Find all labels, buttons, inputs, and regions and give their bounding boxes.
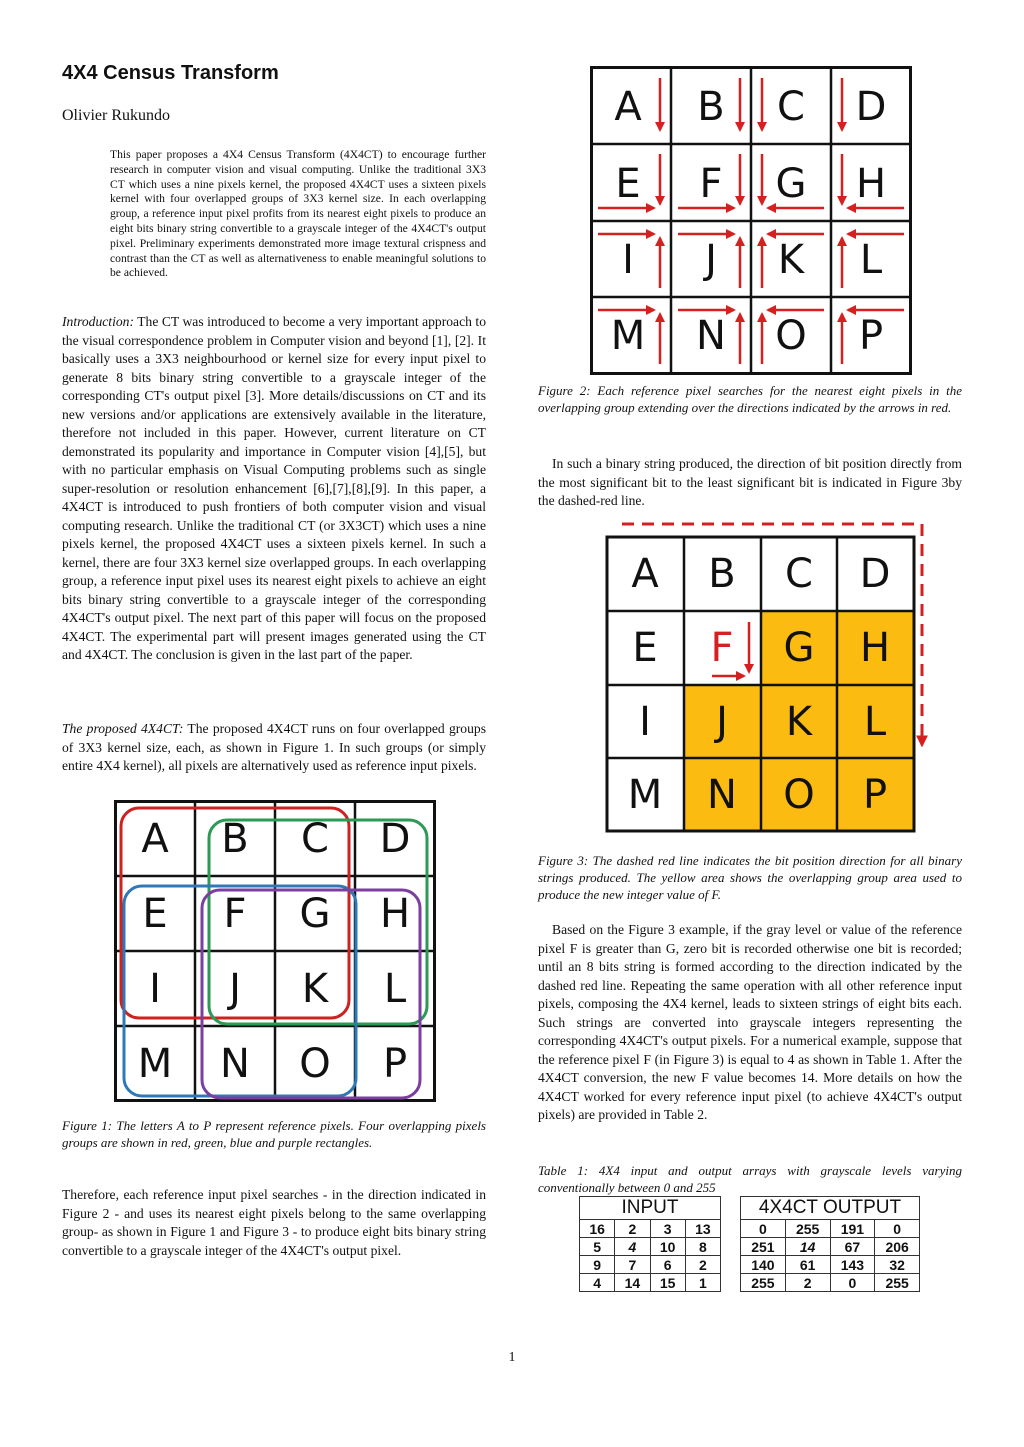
based-on-paragraph: Based on the Figure 3 example, if the gray level or value of the reference pixel F is greater than G, zero bit is recorded otherwise one bit is recorded; until an 8 bits string is formed according to the direction indicated by the dashed red line. Repeating the same operation with all other reference input pixels, composing the 4X4 kernel, leads to sixteen strings of eight bits each. Such strings are converted into grayscale integers representing the corresponding 4X4CT's output pixels. For a numerical example, suppose that the reference pixel F (in Figure 3) is equal to 4 as shown in Table 1. After the 4X4CT conversion, the new F value becomes 14. More details on how the 4X4CT worked for every reference input pixel (to achieve 4X4CT's output pixels) are provided in Table 2. xyxy=(538,922,962,1122)
fig1-letter: P xyxy=(382,1041,408,1087)
fig3-letter: K xyxy=(785,699,813,745)
proposed-label: The proposed 4X4CT: xyxy=(62,721,184,736)
fig2-letter: D xyxy=(855,84,887,130)
table-cell: 143 xyxy=(830,1256,875,1274)
fig3-letter: H xyxy=(859,625,891,671)
fig3-letter: J xyxy=(716,699,728,745)
fig1-letter: A xyxy=(141,816,169,862)
fig1-letter: L xyxy=(383,966,407,1012)
figure-1-caption: Figure 1: The letters A to P represent reference pixels. Four overlapping pixels groups are shown in red, green, blue and purple rectangles. xyxy=(62,1118,486,1150)
proposed-text: The proposed 4X4CT runs on four overlapped groups of 3X3 kernel size, each, as shown in Figure 1. In such groups (or simply entire 4X4 kernel), all pixels are alternatively used as reference input pixels. xyxy=(62,721,486,773)
table-cell: 0 xyxy=(830,1274,875,1292)
therefore-paragraph: Therefore, each reference input pixel searches - in the direction indicated in Figure 2 - and uses its nearest eight pixels belong to the same overlapping group- as shown in Figure 1 and Figure 3 - to produce eight bits binary string convertible to a grayscale integer of the 4X4CT's output pixel. xyxy=(62,1187,486,1258)
figure-3-caption: Figure 3: The dashed red line indicates the bit position direction for all binary strings produced. The yellow area shows the overlapping group area used to produce the new integer value of F. xyxy=(538,853,962,902)
fig1-letter: O xyxy=(299,1041,331,1087)
author-name: Olivier Rukundo xyxy=(62,107,170,124)
fig3-letter: B xyxy=(708,551,736,597)
fig3-letter: L xyxy=(863,699,887,745)
table-cell: 4 xyxy=(580,1274,615,1292)
figure-2 xyxy=(590,66,912,375)
fig3-letter-f-reference: F xyxy=(710,625,734,671)
table-cell: 7 xyxy=(615,1256,650,1274)
figure-2-caption: Figure 2: Each reference pixel searches for the nearest eight pixels in the overlapping group extending over the directions indicated by the arrows in red. xyxy=(538,383,962,415)
table-cell: 14 xyxy=(615,1274,650,1292)
table-cell: 61 xyxy=(785,1256,830,1274)
figure-1 xyxy=(114,800,436,1102)
table-output xyxy=(740,1196,920,1292)
table-row xyxy=(741,1274,920,1292)
fig1-letter: C xyxy=(301,816,329,862)
introduction-text: The CT was introduced to become a very important approach to the visual correspondence problem in Computer vision and beyond [1], [2]. It basically uses a 3X3 neighbourhood or kernel size for every input pixel to generate 8 bits binary string convertible to a grayscale integer of the corresponding CT's output pixel [3]. More details/discussions on CT and its new versions and/or applications are extensively available in the literature, therefore not included in this paper. However, current literature on CT demonstrated its popularity and importance in Computer vision [4],[5], but with no particular emphasis on Visual Computing problems such as single super-resolution or resolution enhancement [6],[7],[8],[9]. In this paper, a 4X4CT is introduced to push frontiers of both computer vision and visual computing research. Unlike the traditional CT (or 3X3CT) which uses a nine pixels kernel, the proposed 4X4CT uses a sixteen pixels kernel. In such a kernel, there are four 3X3 kernel size overlapped groups. In each overlapping group, a reference input pixel uses its nearest eight pixels to achieve an eight bits binary string convertible to a grayscale integer of the corresponding 4X4CT's output pixel. The next part of this paper will focus on the proposed 4X4CT. The experimental part will present images generated using the CT and 4X4CT. The conclusion is given in the last part of the paper. xyxy=(62,314,486,662)
fig1-letter: H xyxy=(379,891,411,937)
table-row xyxy=(580,1220,721,1238)
fig3-letter: C xyxy=(785,551,813,597)
table-cell: 255 xyxy=(741,1274,786,1292)
table-row xyxy=(580,1238,721,1256)
fig3-letter: N xyxy=(707,772,737,818)
fig1-letter: M xyxy=(137,1041,173,1087)
table-cell: 251 xyxy=(741,1238,786,1256)
table-cell: 13 xyxy=(685,1220,720,1238)
table-cell: 16 xyxy=(580,1220,615,1238)
fig3-letter: D xyxy=(859,551,891,597)
table-cell: 1 xyxy=(685,1274,720,1292)
fig1-letter: E xyxy=(142,891,168,937)
fig3-letter: G xyxy=(783,625,815,671)
table-cell: 14 xyxy=(785,1238,830,1256)
proposed-paragraph xyxy=(62,720,486,776)
table-row xyxy=(741,1220,920,1238)
table-input xyxy=(579,1196,721,1292)
fig2-letter: C xyxy=(777,84,805,130)
table-cell: 0 xyxy=(875,1220,920,1238)
fig2-letter: E xyxy=(615,161,641,207)
table-cell: 2 xyxy=(685,1256,720,1274)
table-cell: 32 xyxy=(875,1256,920,1274)
fig1-letter: J xyxy=(229,966,241,1012)
fig2-letter: M xyxy=(610,313,646,359)
table-cell: 4 xyxy=(615,1238,650,1256)
table-cell: 8 xyxy=(685,1238,720,1256)
table-cell: 15 xyxy=(650,1274,685,1292)
table-cell: 3 xyxy=(650,1220,685,1238)
fig3-letter: E xyxy=(632,625,658,671)
fig2-letter: O xyxy=(775,313,807,359)
fig2-letter: A xyxy=(614,84,642,130)
fig3-letter: M xyxy=(627,772,663,818)
fig1-letter: D xyxy=(379,816,411,862)
table-row xyxy=(741,1256,920,1274)
fig3-letter: A xyxy=(631,551,659,597)
binary-string-paragraph: In such a binary string produced, the direction of bit position directly from the most significant bit to the least significant bit is indicated in Figure 3by the dashed-red line. xyxy=(538,456,962,508)
fig2-letter: K xyxy=(777,237,805,283)
fig2-letter: P xyxy=(858,313,884,359)
table-cell: 140 xyxy=(741,1256,786,1274)
fig3-letter: P xyxy=(862,772,888,818)
table-cell: 67 xyxy=(830,1238,875,1256)
fig1-letter: G xyxy=(299,891,331,937)
fig2-letter: B xyxy=(697,84,725,130)
fig1-letter: I xyxy=(149,966,161,1012)
table-row xyxy=(580,1274,721,1292)
fig2-letter: I xyxy=(622,237,634,283)
fig2-letter: N xyxy=(696,313,726,359)
table-cell: 255 xyxy=(875,1274,920,1292)
fig1-letter: B xyxy=(221,816,249,862)
table-row xyxy=(580,1256,721,1274)
input-header: INPUT xyxy=(580,1197,721,1220)
table-cell: 6 xyxy=(650,1256,685,1274)
fig1-letter: F xyxy=(223,891,247,937)
table-cell: 0 xyxy=(741,1220,786,1238)
table-cell: 2 xyxy=(615,1220,650,1238)
table-cell: 206 xyxy=(875,1238,920,1256)
table-cell: 255 xyxy=(785,1220,830,1238)
table-cell: 2 xyxy=(785,1274,830,1292)
fig2-letter: H xyxy=(855,161,887,207)
fig2-letter: J xyxy=(705,237,717,283)
fig3-letter: I xyxy=(639,699,651,745)
table-cell: 191 xyxy=(830,1220,875,1238)
paper-title: 4X4 Census Transform xyxy=(62,62,279,84)
introduction-label: Introduction: xyxy=(62,314,134,329)
fig1-letter: K xyxy=(301,966,329,1012)
fig3-letter: O xyxy=(783,772,815,818)
page-number: 1 xyxy=(508,1350,516,1365)
table-row xyxy=(741,1238,920,1256)
fig1-letter: N xyxy=(220,1041,250,1087)
table-1-caption: Table 1: 4X4 input and output arrays with grayscale levels varying conventionally between 0 and 255 xyxy=(538,1163,962,1195)
figure-3 xyxy=(604,520,932,836)
fig2-letter: G xyxy=(775,161,807,207)
table-cell: 9 xyxy=(580,1256,615,1274)
fig2-letter: L xyxy=(859,237,883,283)
fig2-letter: F xyxy=(699,161,723,207)
table-cell: 5 xyxy=(580,1238,615,1256)
output-header: 4X4CT OUTPUT xyxy=(741,1197,920,1220)
table-cell: 10 xyxy=(650,1238,685,1256)
introduction-paragraph xyxy=(62,313,486,665)
abstract: This paper proposes a 4X4 Census Transform (4X4CT) to encourage further research in computer vision and visual computing. Unlike the traditional 3X3 CT which uses a nine pixels kernel, the proposed 4X4CT uses a sixteen pixels kernel with four overlapped groups of 3X3 kernel size. In each overlapping group, a reference input pixel profits from its nearest eight pixels to produce an eight bits binary string convertible to a grayscale integer of the 4X4CT's output pixel. Preliminary experiments demonstrated more image textural crispness and contrast than the CT as well as alternativeness to enable meaningful solutions to be achieved. xyxy=(110,148,486,280)
